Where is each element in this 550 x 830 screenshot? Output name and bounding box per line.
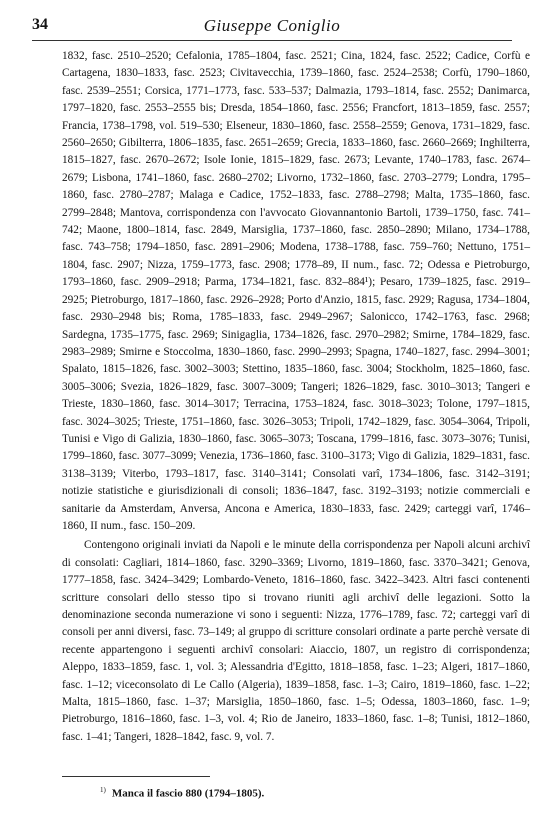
paragraph-2: Contengono originali inviati da Napoli e le minute della corrispondenza per Napoli alcuni archivî di consolati: Cagliari, 1814–1860, fasc. 3290–3369; Livorno, 1819–1860, fasc. 3370–3421; Genova, 1777–1858, fasc. 3424–3429; Lombardo-Veneto, 1816–1860, fasc. 3422–3423. Altri fasci contenenti scritture consolari dello stesso tipo si trovano riuniti agli archivî delle legazioni. Sotto la denominazione seconda numerazione vi sono i seguenti: Nizza, 1776–1789, fasc. 72; carteggi varî di consoli per anni diversi, fasc. 73–149; al gruppo di scritture consolari ordinate a parte perchè versate di recente appartengono i seguenti archivî consolari: Aiaccio, 1807, un registro di corrispondenza; Aleppo, 1833–1859, fasc. 1, vol. 3; Alessandria d'Egitto, 1818–1858, fasc. 1–23; Algeri, 1817–1860, fasc. 1–12; viceconsolato di Le Callo (Algeria), 1839–1858, fasc. 1–3; Cairo, 1819–1860, fasc. 1–22; Malta, 1815–1860, fasc. 1–37; Marsiglia, 1850–1860, fasc. 1–5; Odessa, 1803–1860, fasc. 1–9; Pietroburgo, 1816–1860, fasc. 1–3, vol. 4; Rio de Janeiro, 1833–1860, fasc. 1–8; Tunisi, 1812–1860, fasc. 1–41; Tangeri, 1828–1842, fasc. 9, vol. 7.: [62, 539, 530, 743]
page-header: [32, 14, 512, 41]
running-title: Giuseppe Coniglio: [203, 16, 341, 35]
footnote-marker: 1): [100, 786, 106, 794]
footnote-text: Manca il fascio 880 (1794–1805).: [111, 787, 265, 800]
footnote-divider: [62, 776, 210, 777]
page-number: 34: [32, 16, 48, 33]
body-text: [62, 48, 530, 746]
footnote: [100, 786, 264, 800]
paragraph-1: 1832, fasc. 2510–2520; Cefalonia, 1785–1804, fasc. 2521; Cina, 1824, fasc. 2522; Cadice, Corfù e Cartagena, 1830–1833, fasc. 2523; Civitavecchia, 1739–1860, fasc. 2524–2538; Corfù, 1790–1860, fasc. 2539–2551; Corsica, 1771–1773, fasc. 533–537; Dalmazia, 1793–1814, fasc. 2552; Danimarca, 1797–1820, fasc. 2553–2555 bis; Dresda, 1854–1860, fasc. 2556; Francfort, 1813–1859, fasc. 2557; Francia, 1738–1798, vol. 519–530; Elseneur, 1830–1860, fasc. 2558–2559; Genova, 1731–1829, fasc. 2560–2650; Gibilterra, 1806–1835, fasc. 2651–2659; Grecia, 1833–1860, fasc. 2660–2669; Inghilterra, 1815–1827, fasc. 2670–2672; Isole Ionie, 1815–1829, fasc. 2673; Levante, 1740–1783, fasc. 2674–2679; Lisbona, 1741–1860, fasc. 2680–2702; Livorno, 1732–1860, fasc. 2703–2779; Londra, 1795–1860, fasc. 2780–2787; Malaga e Cadice, 1752–1833, fasc. 2788–2798; Malta, 1735–1860, fasc. 2799–2848; Mantova, corrispondenza con l'avvocato Giovannantonio Bartoli, 1739–1750, fasc. 741–742; Maone, 1800–1814, fasc. 2849, Marsiglia, 1737–1860, fasc. 2850–2890; Milano, 1734–1788, fasc. 743–758; 1794–1850, fasc. 2891–2906; Modena, 1738–1788, fasc. 759–760; Nettuno, 1751–1804, fasc. 2907; Nizza, 1759–1773, fasc. 2908; 1778–89, II num., fasc. 72; Odessa e Pietroburgo, 1793–1860, fasc. 2909–2918; Parma, 1734–1821, fasc. 832–884¹); Pesaro, 1739–1825, fasc. 2919–2925; Pietroburgo, 1817–1860, fasc. 2926–2928; Porto d'Anzio, 1815, fasc. 2929; Ragusa, 1734–1804, fasc. 2930–2948 bis; Roma, 1785–1833, fasc. 2949–2967; Salonicco, 1742–1763, fasc. 2968; Sardegna, 1735–1775, fasc. 2969; Sinigaglia, 1734–1826, fasc. 2970–2982; Smirne, 1784–1829, fasc. 2983–2989; Smirne e Stoccolma, 1830–1860, fasc. 2990–2993; Spagna, 1740–1827, fasc. 2994–3001; Spalato, 1815–1826, fasc. 3002–3003; Stettino, 1835–1860, fasc. 3004; Stockholm, 1825–1860, fasc. 3005–3006; Svezia, 1826–1829, fasc. 3007–3009; Tangeri; 1826–1829, fasc. 3010–3013; Tangeri e Trieste, 1830–1860, fasc. 3014–3017; Terracina, 1753–1824, fasc. 3018–3023; Tolone, 1797–1815, fasc. 3024–3025; Trieste, 1751–1860, fasc. 3026–3053; Tripoli, 1742–1829, fasc. 3054–3064, Tripoli, Tunisi e Vigo di Galizia, 1830–1860, fasc. 3065–3073; Toscana, 1799–1816, fasc. 3073–3076; Tunisi, 1799–1860, fasc. 3077–3099; Venezia, 1736–1860, fasc. 3100–3173; Vigo di Galizia, 1829–1831, fasc. 3138–3139; Viterbo, 1793–1817, fasc. 3140–3141; Consolati varî, 1734–1806, fasc. 3142–3191; notizie statistiche e giurisdizionali di consoli; 1836–1847, fasc. 3192–3193; notizie commerciali e sanitarie da Amsterdam, Anversa, Ancona e America, 1830–1833, fasc. 2429; carteggi varî, 1746–1860, II num., fasc. 150–209.: [62, 50, 530, 532]
